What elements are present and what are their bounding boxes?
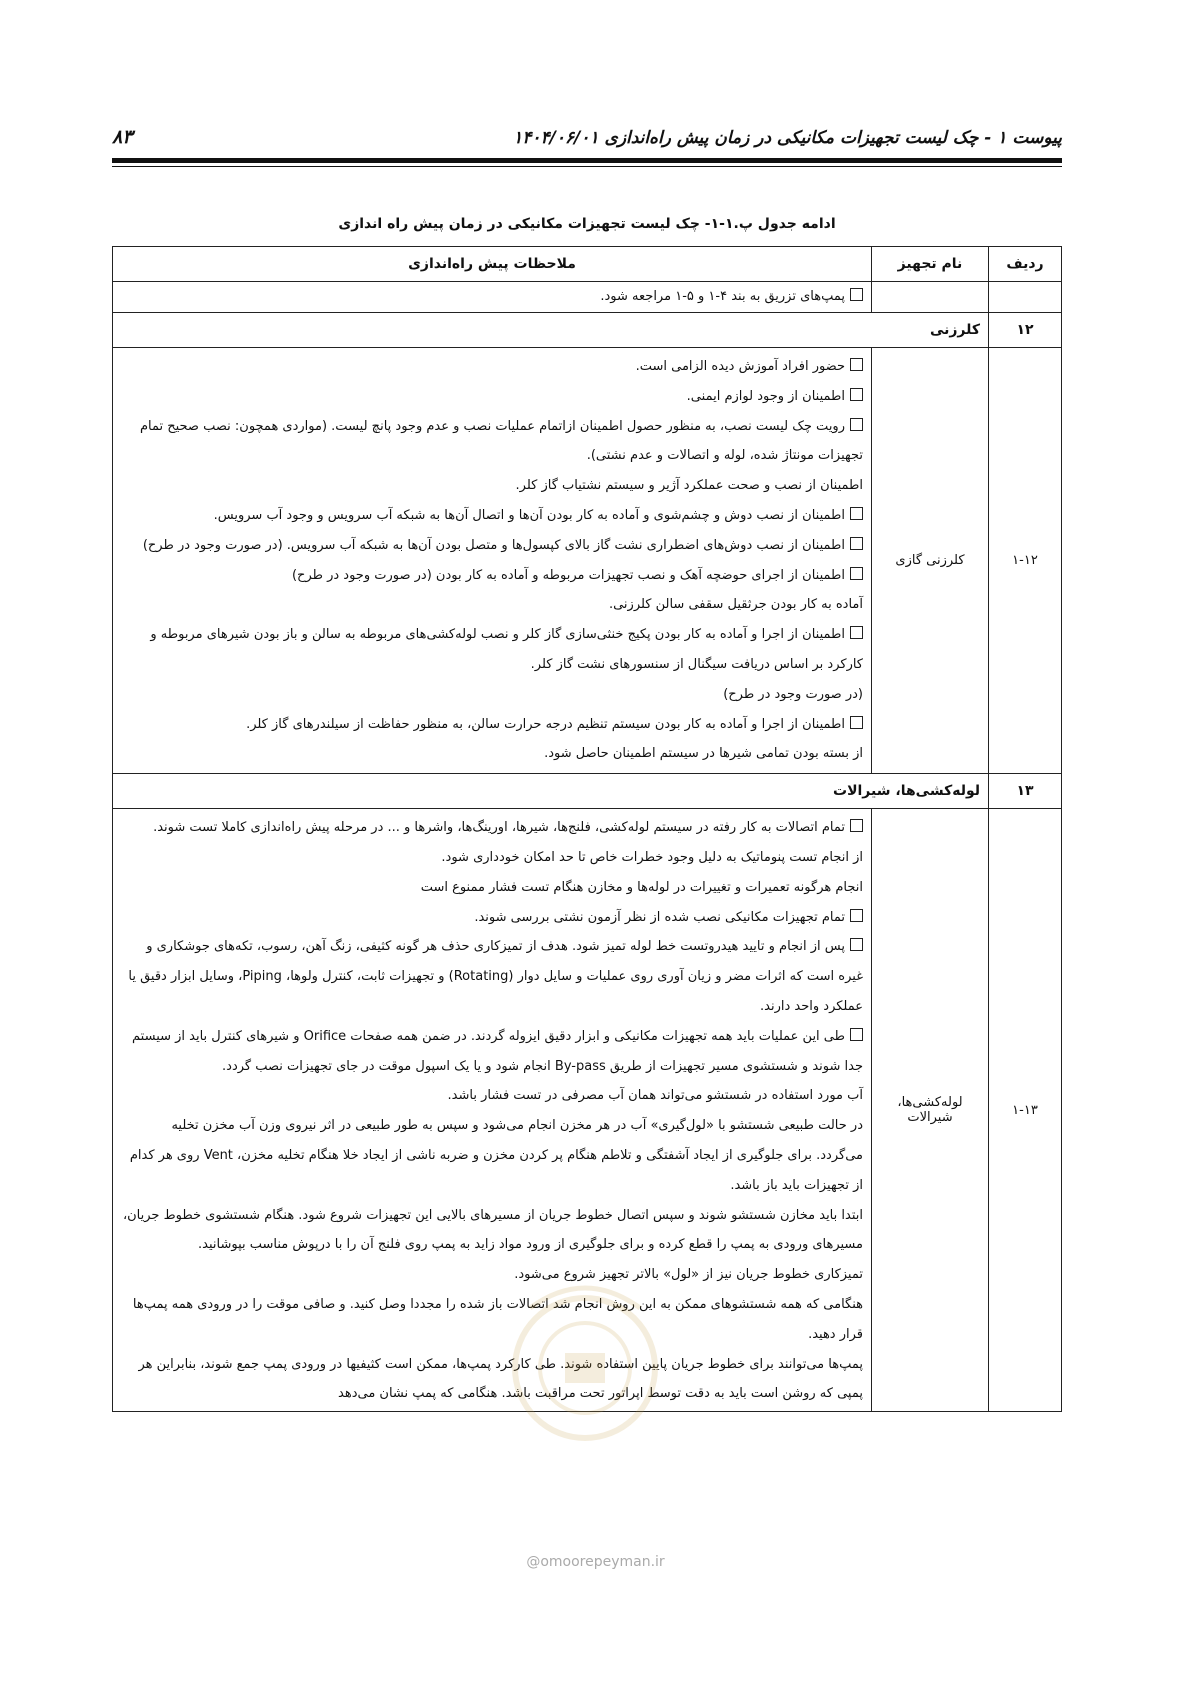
col-header-notes: ملاحظات پیش راه‌اندازی [113, 247, 872, 282]
note-text: اطمینان از اجرای حوضچه آهک و نصب تجهیزات مربوطه و آماده به کار بودن (در صورت وجود در طرح) [291, 567, 845, 583]
note-text: از انجام تست پنوماتیک به دلیل وجود خطرات خاص تا حد امکان خودداری شود. [441, 849, 863, 865]
note-text: اطمینان از اجرا و آماده به کار بودن پکیج خنثی‌سازی گاز کلر و نصب لوله‌کشی‌های مربوطه به سالن و باز بودن شیرهای مربوطه و کارکرد بر اساس دریافت سیگنال از سنسورهای نشت گاز کلر. [150, 627, 863, 672]
note-text: در حالت طبیعی شستشو با «لول‌گیری» آب در هر مخزن انجام می‌شود و سپس به طور طبیعی در اثر نیروی وزن آب مخزن تخلیه می‌گردد. برای جلوگیری از ایجاد آشفتگی و تلاطم هنگام پر کردن مخزن و ضربه ناشی از ایجاد خلا هنگام تخلیه مخزن، Vent روی هر کدام از تجهیزات باید باز باشد. [129, 1118, 863, 1193]
note-line [121, 382, 863, 412]
checkbox[interactable] [850, 1028, 863, 1041]
checkbox[interactable] [850, 819, 863, 832]
note-line [121, 1022, 863, 1082]
carry-over-text: پمپ‌های تزریق به بند ۴-۱ و ۵-۱ مراجعه شود. [600, 289, 845, 305]
note-text: (در صورت وجود در طرح) [723, 686, 863, 702]
table-caption: ادامه جدول پ.۱-۱- چک لیست تجهیزات مکانیکی در زمان پیش راه اندازی [338, 216, 836, 232]
note-text: اطمینان از نصب دوش‌های اضطراری نشت گاز بالای کپسول‌ها و متصل بودن آن‌ها به شبکه آب سرویس. (در صورت وجود در طرح) [142, 537, 845, 553]
note-line [121, 531, 863, 561]
note-line [121, 1201, 863, 1261]
note-text: تمام تجهیزات مکانیکی نصب شده از نظر آزمون نشتی بررسی شوند. [474, 909, 845, 925]
row-id: ۱-۱۳ [989, 809, 1062, 1412]
checkbox[interactable] [850, 358, 863, 371]
note-text: طی این عملیات باید همه تجهیزات مکانیکی و ابزار دقیق ایزوله گردند. در ضمن همه صفحات Orifice و شیرهای کنترل باید از سیستم جدا شوند و شستشوی مسیر تجهیزات از طریق By-pass انجام شود و یا یک اسپول موقت در جای تجهیزات نصب گردد. [132, 1028, 863, 1074]
note-line [121, 1081, 863, 1111]
section-title: کلرزنی [113, 313, 989, 348]
note-line [121, 590, 863, 620]
footer-website: @omoorepeyman.ir [526, 1554, 665, 1570]
note-line [121, 352, 863, 382]
notes-cell [113, 348, 872, 774]
page-header [112, 120, 1062, 156]
equipment-name: لوله‌کشی‌ها، شیرالات [872, 809, 989, 1412]
note-text: اطمینان از نصب و صحت عملکرد آژیر و سیستم نشتیاب گاز کلر. [515, 478, 863, 494]
section-row-chlorination [113, 348, 1062, 774]
note-line [121, 813, 863, 843]
note-text: اطمینان از نصب دوش و چشم‌شوی و آماده به کار بودن آن‌ها و اتصال آن‌ها به شبکه آب سرویس و وجود آب سرویس. [213, 507, 845, 523]
col-header-row: ردیف [989, 247, 1062, 282]
note-line [121, 932, 863, 1021]
note-line [121, 843, 863, 873]
header-rule-thick [112, 158, 1062, 163]
equipment-name: کلرزنی گازی [872, 348, 989, 774]
checkbox[interactable] [850, 716, 863, 729]
note-text: اطمینان از اجرا و آماده به کار بودن سیستم تنظیم درجه حرارت سالن، به منظور حفاظت از سیلندرهای گاز کلر. [246, 716, 845, 732]
note-text: تمیزکاری خطوط جریان نیز از «لول» بالاتر تجهیز شروع می‌شود. [514, 1267, 863, 1283]
note-line [121, 903, 863, 933]
note-text: پس از انجام و تایید هیدروتست خط لوله تمیز شود. هدف از تمیزکاری حذف هر گونه کثیفی، زنگ آهن، رسوب، تکه‌های جوشکاری و غیره است که اثرات مضر و زیان آوری روی عملیات و سایل دوار (Rotating) و تجهیزات ثابت، کنترل ولوها، Piping، وسایل ابزار دقیق یا عملکرد واحد دارند. [128, 939, 863, 1014]
row-id: ۱-۱۲ [989, 348, 1062, 774]
section-title: لوله‌کشی‌ها، شیرالات [113, 774, 989, 809]
checkbox[interactable] [850, 626, 863, 639]
note-line [121, 501, 863, 531]
note-line [121, 873, 863, 903]
checkbox[interactable] [850, 938, 863, 951]
checklist-table [112, 246, 1062, 1412]
note-text: آب مورد استفاده در شستشو می‌تواند همان آب مصرفی در تست فشار باشد. [447, 1088, 863, 1104]
page-number: ۸۳ [112, 126, 133, 148]
note-text: آماده به کار بودن جرثقیل سقفی سالن کلرزنی. [608, 597, 863, 613]
checkbox[interactable] [850, 418, 863, 431]
note-line [121, 561, 863, 591]
note-line [121, 739, 863, 769]
header-rule-thin [112, 166, 1062, 167]
note-text: پمپ‌ها می‌توانند برای خطوط جریان پایین استفاده شوند. طی کارکرد پمپ‌ها، ممکن است کثیفیها در ورودی پمپ جمع شوند، بنابراین هر پمپی که روشن است باید به دقت توسط اپراتور تحت مراقبت باشد. هنگامی که پمپ نشان می‌دهد [138, 1356, 863, 1402]
checkbox[interactable] [850, 567, 863, 580]
section-number: ۱۳ [989, 774, 1062, 809]
checkbox[interactable] [850, 288, 863, 301]
note-line [121, 1111, 863, 1200]
note-line [121, 680, 863, 710]
section-header-piping [113, 774, 1062, 809]
note-text: ابتدا باید مخازن شستشو شوند و سپس اتصال خطوط جریان از مسیرهای بالایی این تجهیزات شروع شود. هنگام شستشوی خطوط جریان، مسیرهای ورودی به پمپ را قطع کرده و برای جلوگیری از ورود مواد زاید به پمپ روی فلنج آن را با درپوش مناسب بپوشانید. [122, 1207, 863, 1253]
note-line [121, 620, 863, 680]
watermark-logo [470, 1268, 700, 1443]
checkbox[interactable] [850, 909, 863, 922]
note-line [121, 471, 863, 501]
note-text: حضور افراد آموزش دیده الزامی است. [635, 359, 845, 374]
note-line [121, 710, 863, 740]
carry-over-row [113, 282, 1062, 313]
note-text: تمام اتصالات به کار رفته در سیستم لوله‌کشی، فلنج‌ها، شیرها، اورینگ‌ها، واشرها و ... در مرحله پیش راه‌اندازی کاملا تست شوند. [153, 820, 845, 836]
table-header-row [113, 247, 1062, 282]
note-line [121, 412, 863, 472]
checkbox[interactable] [850, 388, 863, 401]
note-text: از بسته بودن تمامی شیرها در سیستم اطمینان حاصل شود. [544, 746, 863, 762]
note-text: رویت چک لیست نصب، به منظور حصول اطمینان ازاتمام عملیات نصب و عدم وجود پانچ لیست. (مواردی همچون: نصب صحیح تمام تجهیزات مونتاژ شده، لوله و اتصالات و عدم نشتی). [139, 418, 863, 464]
note-text: هنگامی که همه شستشوهای ممکن به این روش انجام شد اتصالات باز شده را مجددا وصل کنید. و صافی موقت را در ورودی همه پمپ‌ها قرار دهید. [132, 1296, 863, 1342]
note-text: اطمینان از وجود لوازم ایمنی. [686, 388, 845, 404]
col-header-equipment: نام تجهیز [872, 247, 989, 282]
checkbox[interactable] [850, 537, 863, 550]
section-number: ۱۲ [989, 313, 1062, 348]
checkbox[interactable] [850, 507, 863, 520]
note-text: انجام هرگونه تعمیرات و تغییرات در لوله‌ها و مخازن هنگام تست فشار ممنوع است [420, 879, 863, 895]
header-title: پیوست ۱ - چک لیست تجهیزات مکانیکی در زمان پیش راه‌اندازی ۱۴۰۴/۰۶/۰۱ [513, 128, 1062, 148]
section-header-chlorination [113, 313, 1062, 348]
